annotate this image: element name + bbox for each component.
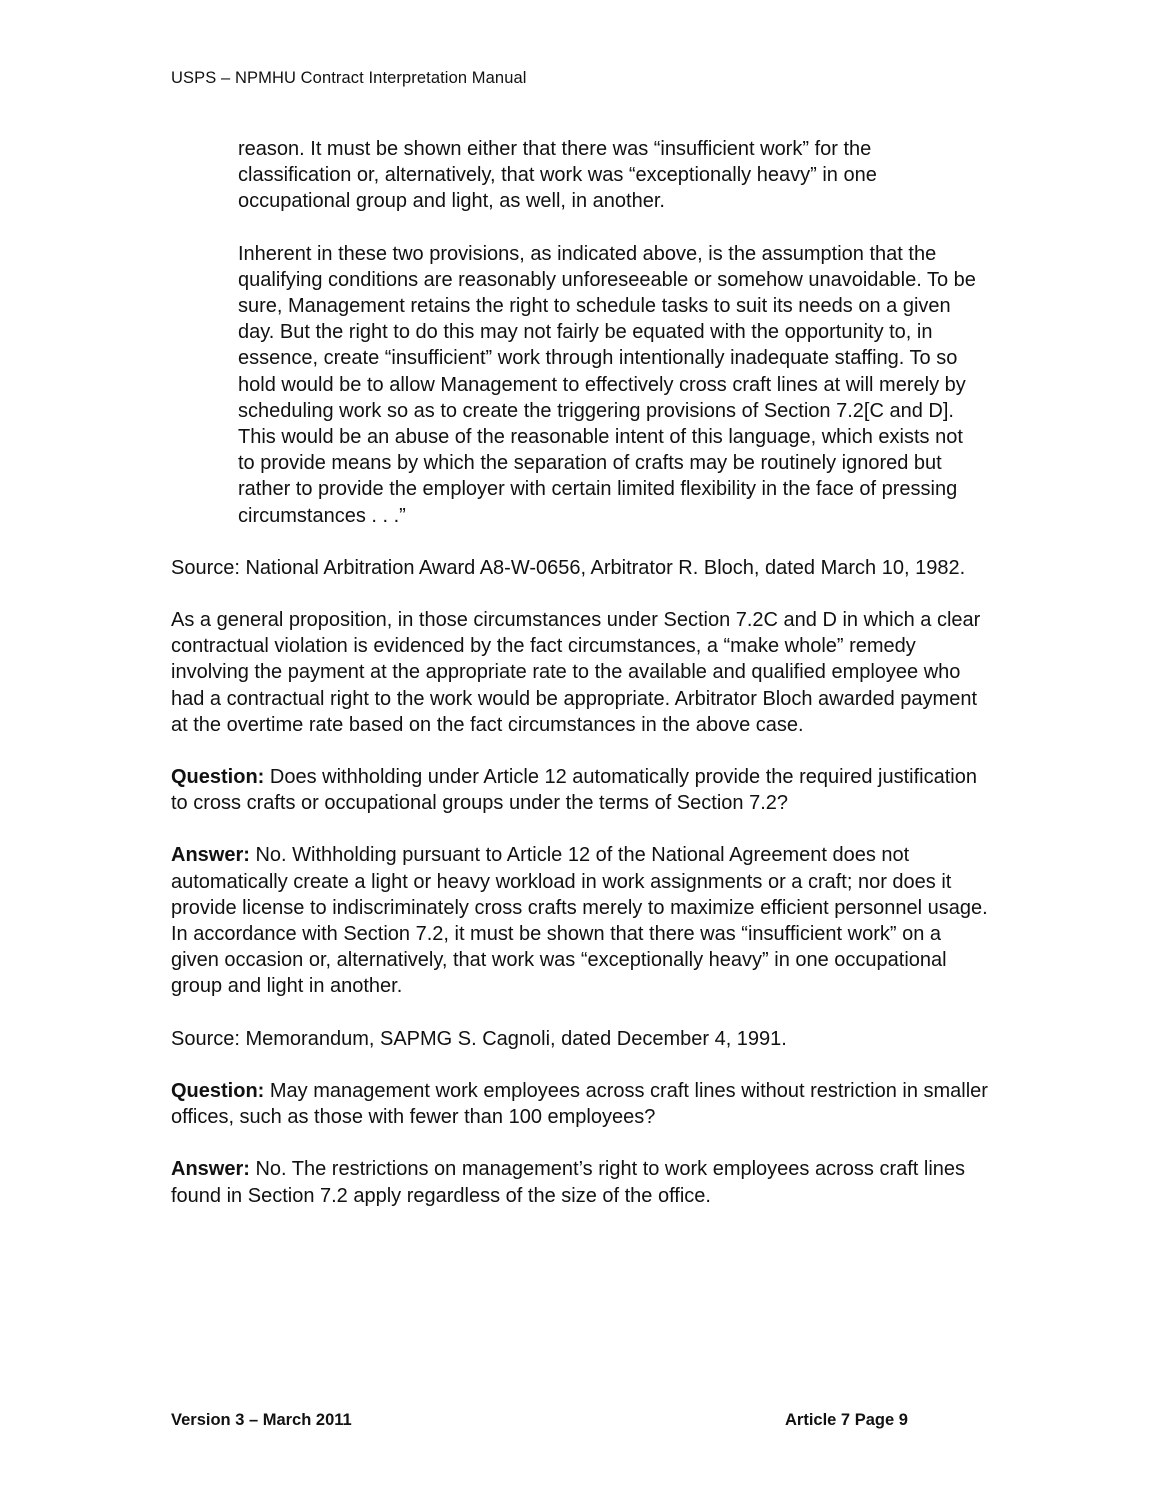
source-citation: Source: Memorandum, SAPMG S. Cagnoli, dated December 4, 1991. [171,1027,787,1050]
question-text: May management work employees across craft lines without restriction in smaller offices, such as those with fewer than 100 employees? [171,1079,988,1129]
answer-label: Answer: [171,1158,250,1181]
body-paragraph: As a general proposition, in those circumstances under Section 7.2C and D in which a clear contractual violation is evidenced by the fact circumstances, a “make whole” remedy involving the payment at the appropriate rate to the available and qualified employee who had a contractual right to the work would be appropriate. Arbitrator Bloch awarded payment at the overtime rate based on the fact circumstances in the above case. [171,609,981,736]
footer-version: Version 3 – March 2011 [171,1411,352,1429]
answer-1 [171,842,991,999]
answer-label: Answer: [171,844,250,867]
question-label: Question: [171,1079,265,1102]
question-2 [171,1078,991,1130]
source-citation: Source: National Arbitration Award A8-W-0656, Arbitrator R. Bloch, dated March 10, 1982. [171,556,966,579]
quote-paragraph: reason. It must be shown either that there was “insufficient work” for the classification or, alternatively, that work was “exceptionally heavy” in one occupational group and light, as well, in another. [238,138,877,213]
footer-page-number: Article 7 Page 9 [785,1411,908,1429]
quote-paragraph: Inherent in these two provisions, as indicated above, is the assumption that the qualifying conditions are reasonably unforeseeable or somehow unavoidable. To be sure, Management retains the right to schedule tasks to suit its needs on a given day. But the right to do this may not fairly be equated with the opportunity to, in essence, create “insufficient” work through intentionally inadequate staffing. To so hold would be to allow Management to effectively cross craft lines at will merely by scheduling work so as to create the triggering provisions of Section 7.2[C and D]. This would be an abuse of the reasonable intent of this language, which exists not to provide means by which the separation of crafts may be routinely ignored but rather to provide the employer with certain limited flexibility in the face of pressing circumstances . . .” [238,242,976,527]
answer-2 [171,1156,991,1208]
block-quote [238,136,980,529]
question-label: Question: [171,766,265,789]
question-text: Does withholding under Article 12 automatically provide the required justification to cross crafts or occupational groups under the terms of Section 7.2? [171,766,977,815]
running-header: USPS – NPMHU Contract Interpretation Manual [171,69,527,87]
answer-text: No. The restrictions on management’s right to work employees across craft lines found in Section 7.2 apply regardless of the size of the office. [171,1158,966,1207]
answer-text: No. Withholding pursuant to Article 12 of the National Agreement does not automatically create a light or heavy workload in work assignments or a craft; nor does it provide license to indiscriminately cross crafts merely to maximize efficient personnel usage. In accordance with Section 7.2, it must be shown that there was “insufficient work” on a given occasion or, alternatively, that work was “exceptionally heavy” in one occupational group and light in another. [171,844,988,998]
question-1 [171,764,991,816]
page-body [171,136,991,1235]
